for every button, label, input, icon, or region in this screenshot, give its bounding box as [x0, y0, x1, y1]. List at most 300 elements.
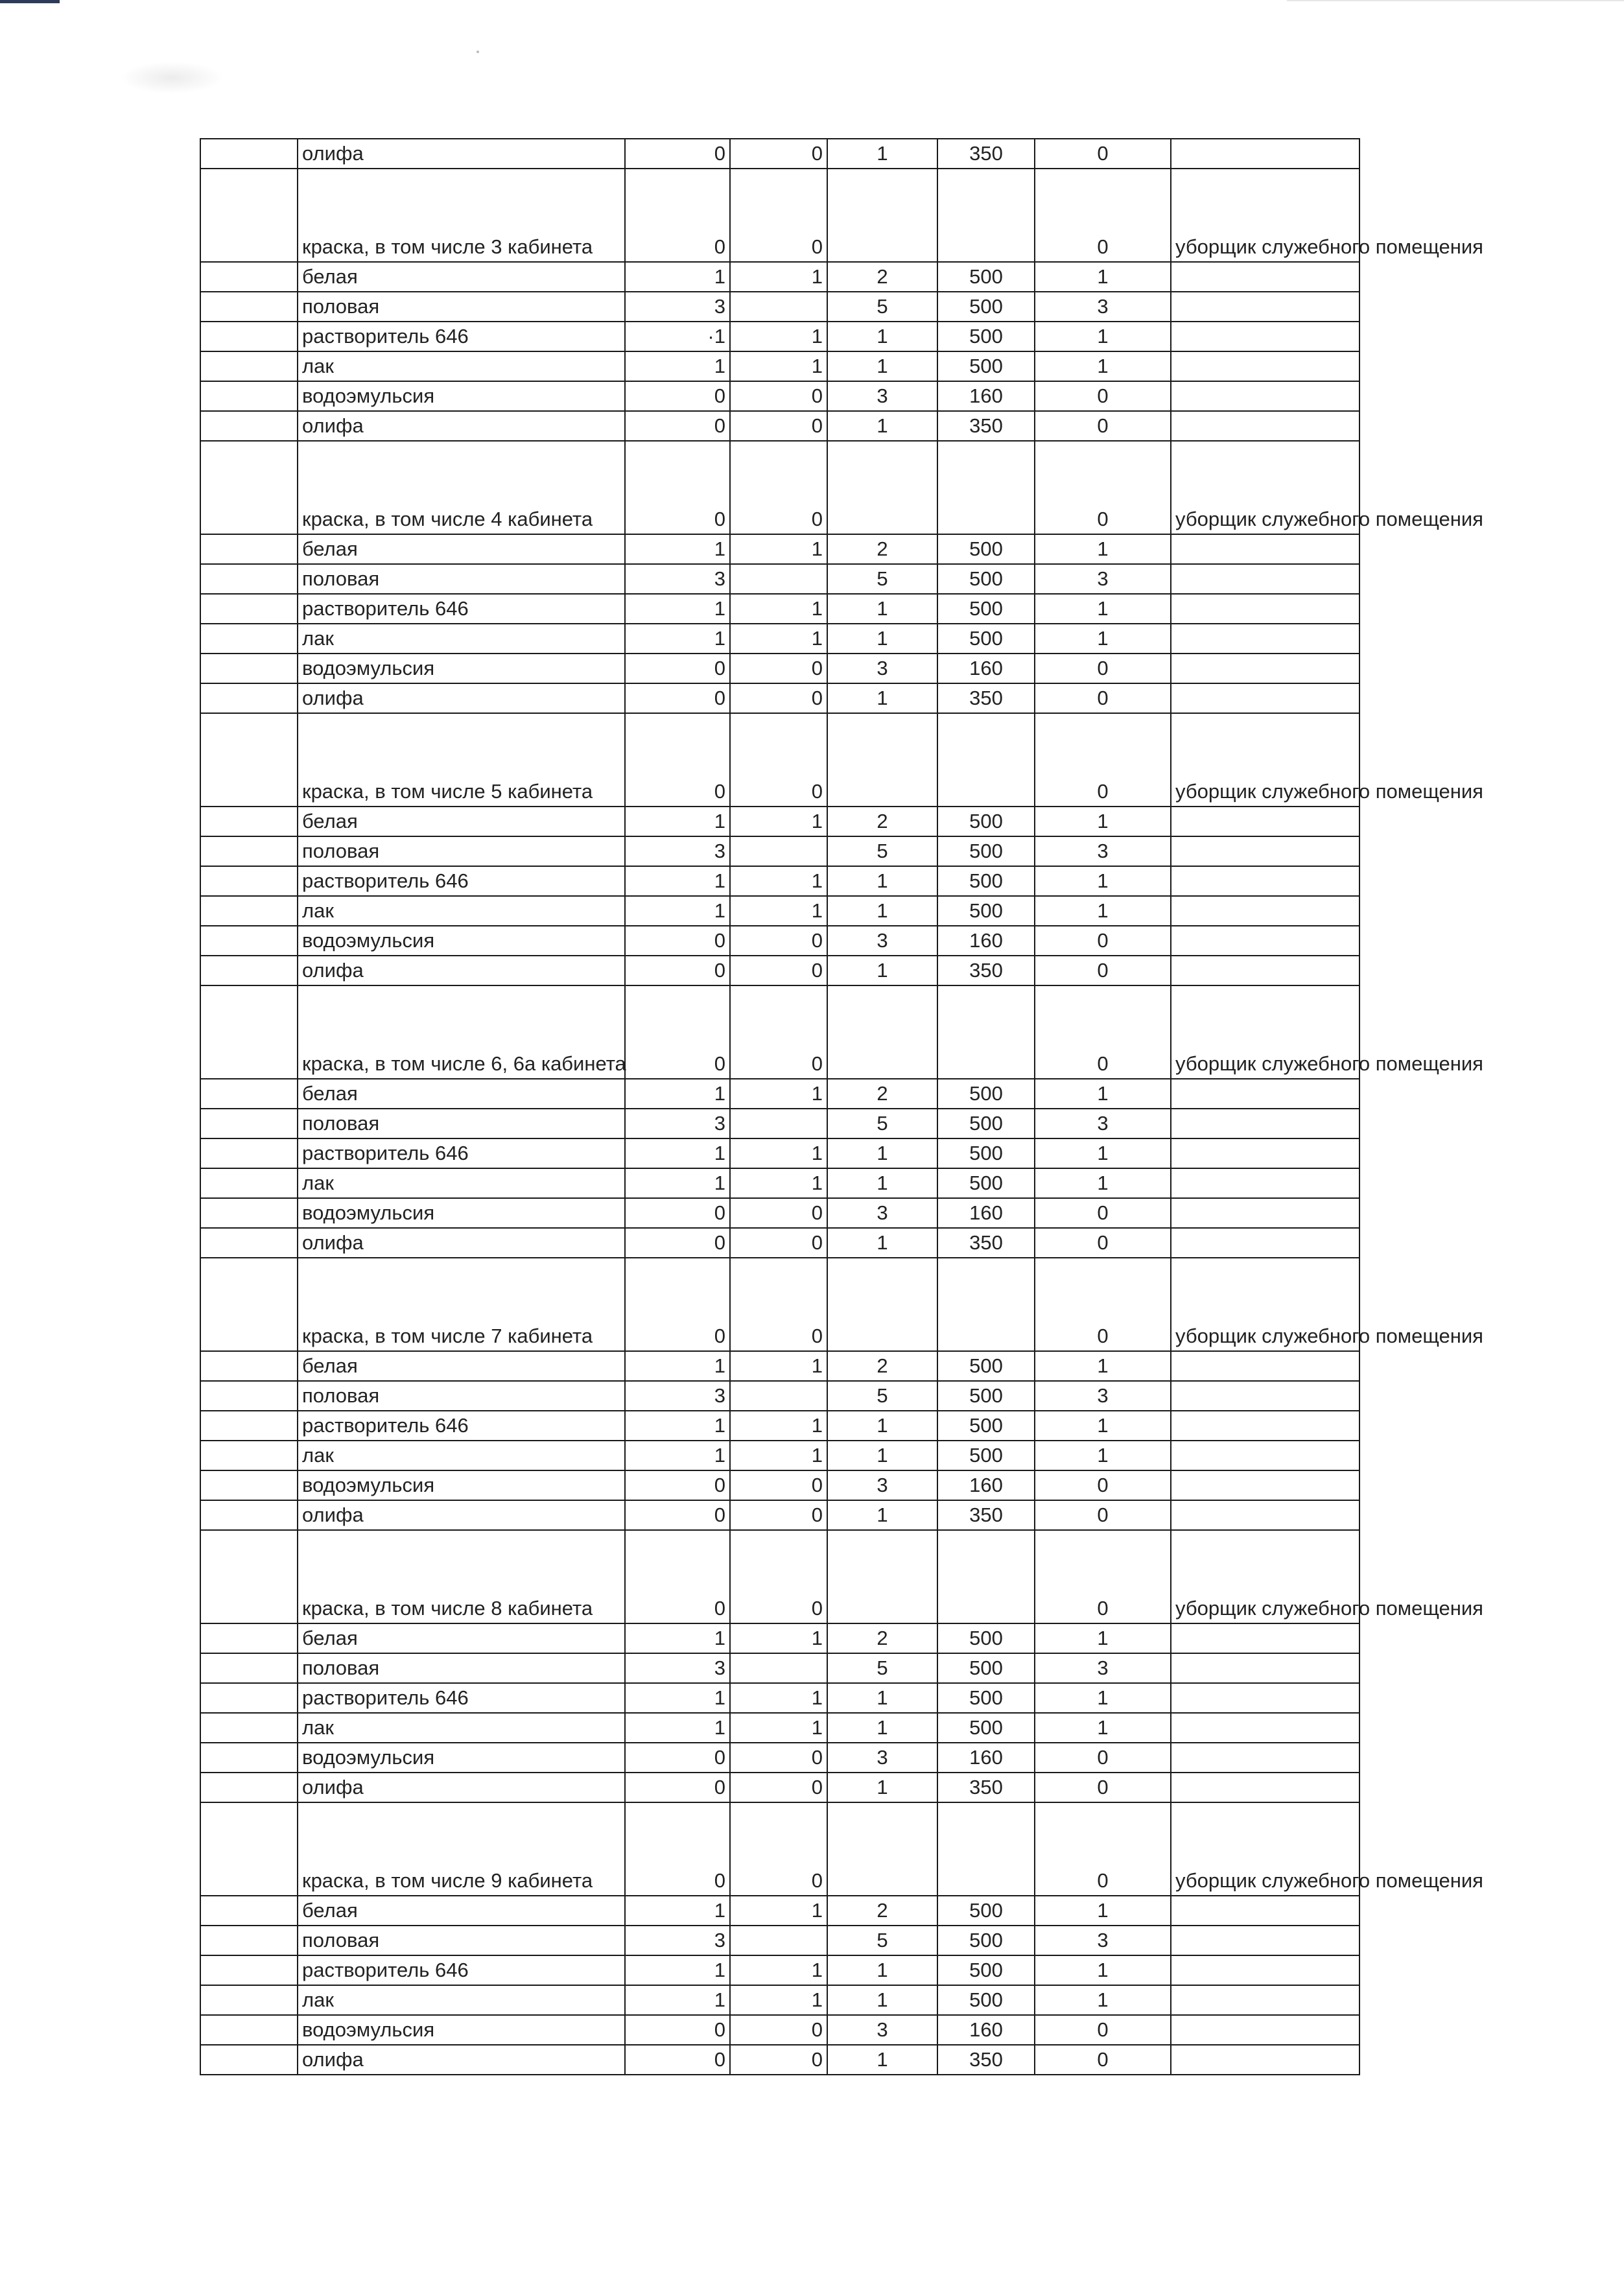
- table-row: [200, 866, 1359, 896]
- value-b-cell: 1: [730, 262, 827, 292]
- row-index-cell: [200, 1470, 298, 1500]
- material-name-cell: растворитель 646: [298, 322, 625, 351]
- price-cell: 160: [937, 381, 1035, 411]
- price-cell: 500: [937, 322, 1035, 351]
- value-a-cell: 1: [625, 1441, 730, 1470]
- value-b-cell: 1: [730, 351, 827, 381]
- responsible-cell: [1171, 807, 1359, 836]
- row-index-cell: [200, 262, 298, 292]
- value-a-cell: 0: [625, 1802, 730, 1896]
- value-c-cell: 1: [827, 1683, 937, 1713]
- row-index-cell: [200, 1198, 298, 1228]
- row-index-cell: [200, 985, 298, 1079]
- value-a-cell: 1: [625, 807, 730, 836]
- table-row: [200, 1411, 1359, 1441]
- price-cell: 500: [937, 1955, 1035, 1985]
- material-name-cell: растворитель 646: [298, 1955, 625, 1985]
- row-index-cell: [200, 1713, 298, 1743]
- responsible-cell: [1171, 2045, 1359, 2075]
- value-c-cell: 1: [827, 1773, 937, 1802]
- value-e-cell: 1: [1035, 866, 1171, 896]
- responsible-cell: уборщик служебного помещения: [1171, 713, 1359, 807]
- value-c-cell: 5: [827, 292, 937, 322]
- responsible-cell: [1171, 1470, 1359, 1500]
- value-e-cell: 3: [1035, 292, 1171, 322]
- row-index-cell: [200, 292, 298, 322]
- row-index-cell: [200, 351, 298, 381]
- responsible-cell: [1171, 411, 1359, 441]
- table-row: [200, 1079, 1359, 1109]
- material-name-cell: водоэмульсия: [298, 1743, 625, 1773]
- responsible-cell: [1171, 292, 1359, 322]
- table-row: [200, 1470, 1359, 1500]
- value-e-cell: 3: [1035, 1926, 1171, 1955]
- value-e-cell: 0: [1035, 683, 1171, 713]
- responsible-cell: [1171, 534, 1359, 564]
- row-index-cell: [200, 1743, 298, 1773]
- responsible-cell: [1171, 1138, 1359, 1168]
- responsible-cell: [1171, 1926, 1359, 1955]
- value-e-cell: 3: [1035, 1381, 1171, 1411]
- row-index-cell: [200, 1773, 298, 1802]
- value-a-cell: 1: [625, 1168, 730, 1198]
- table-row: [200, 594, 1359, 624]
- value-c-cell: 2: [827, 262, 937, 292]
- value-e-cell: 1: [1035, 896, 1171, 926]
- value-c-cell: 1: [827, 1138, 937, 1168]
- responsible-cell: [1171, 1713, 1359, 1743]
- responsible-cell: [1171, 322, 1359, 351]
- value-b-cell: 1: [730, 1351, 827, 1381]
- value-b-cell: 0: [730, 1228, 827, 1258]
- responsible-cell: [1171, 1079, 1359, 1109]
- value-c-cell: 1: [827, 866, 937, 896]
- table-section-header-row: [200, 985, 1359, 1079]
- material-name-cell: краска, в том числе 6, 6а кабинета: [298, 985, 625, 1079]
- row-index-cell: [200, 1500, 298, 1530]
- value-c-cell: 1: [827, 322, 937, 351]
- responsible-cell: [1171, 1228, 1359, 1258]
- material-name-cell: белая: [298, 262, 625, 292]
- price-cell: 500: [937, 807, 1035, 836]
- value-b-cell: 1: [730, 534, 827, 564]
- row-index-cell: [200, 836, 298, 866]
- row-index-cell: [200, 441, 298, 534]
- table-section-header-row: [200, 169, 1359, 262]
- value-a-cell: 1: [625, 1955, 730, 1985]
- responsible-cell: [1171, 1773, 1359, 1802]
- value-b-cell: 0: [730, 2015, 827, 2045]
- price-cell: 500: [937, 1109, 1035, 1138]
- material-name-cell: водоэмульсия: [298, 381, 625, 411]
- row-index-cell: [200, 624, 298, 654]
- table-row: [200, 836, 1359, 866]
- value-e-cell: 0: [1035, 2045, 1171, 2075]
- value-c-cell: 1: [827, 1955, 937, 1985]
- row-index-cell: [200, 534, 298, 564]
- value-a-cell: 1: [625, 1351, 730, 1381]
- value-a-cell: 1: [625, 1896, 730, 1926]
- table-section-header-row: [200, 1802, 1359, 1896]
- value-e-cell: 0: [1035, 1500, 1171, 1530]
- value-c-cell: 1: [827, 351, 937, 381]
- table-row: [200, 262, 1359, 292]
- value-e-cell: 0: [1035, 985, 1171, 1079]
- value-e-cell: 1: [1035, 322, 1171, 351]
- row-index-cell: [200, 1228, 298, 1258]
- price-cell: 160: [937, 654, 1035, 683]
- value-a-cell: 1: [625, 351, 730, 381]
- value-b-cell: 0: [730, 1773, 827, 1802]
- table-row: [200, 381, 1359, 411]
- value-e-cell: 0: [1035, 654, 1171, 683]
- price-cell: 160: [937, 1198, 1035, 1228]
- material-name-cell: лак: [298, 624, 625, 654]
- row-index-cell: [200, 564, 298, 594]
- table-section-header-row: [200, 1530, 1359, 1623]
- value-b-cell: 1: [730, 1441, 827, 1470]
- price-cell: 350: [937, 411, 1035, 441]
- table-row: [200, 351, 1359, 381]
- row-index-cell: [200, 807, 298, 836]
- price-cell: [937, 1802, 1035, 1896]
- responsible-cell: уборщик служебного помещения: [1171, 1802, 1359, 1896]
- value-b-cell: 1: [730, 896, 827, 926]
- value-c-cell: 3: [827, 1470, 937, 1500]
- value-b-cell: 1: [730, 1896, 827, 1926]
- value-e-cell: 0: [1035, 1228, 1171, 1258]
- price-cell: [937, 1258, 1035, 1351]
- price-cell: 350: [937, 139, 1035, 169]
- value-b-cell: 1: [730, 594, 827, 624]
- table-row: [200, 292, 1359, 322]
- price-cell: 500: [937, 1683, 1035, 1713]
- responsible-cell: [1171, 866, 1359, 896]
- row-index-cell: [200, 1802, 298, 1896]
- material-name-cell: лак: [298, 1168, 625, 1198]
- scan-edge-line: [1287, 0, 1624, 1]
- value-e-cell: 0: [1035, 1198, 1171, 1228]
- value-e-cell: 1: [1035, 1683, 1171, 1713]
- value-c-cell: 5: [827, 836, 937, 866]
- responsible-cell: уборщик служебного помещения: [1171, 1530, 1359, 1623]
- row-index-cell: [200, 1530, 298, 1623]
- value-e-cell: 0: [1035, 169, 1171, 262]
- table-row: [200, 1351, 1359, 1381]
- price-cell: 500: [937, 1351, 1035, 1381]
- value-b-cell: 0: [730, 139, 827, 169]
- value-b-cell: 1: [730, 322, 827, 351]
- row-index-cell: [200, 956, 298, 985]
- price-cell: 500: [937, 1985, 1035, 2015]
- row-index-cell: [200, 381, 298, 411]
- table-row: [200, 1138, 1359, 1168]
- price-cell: [937, 985, 1035, 1079]
- value-a-cell: 1: [625, 1683, 730, 1713]
- responsible-cell: [1171, 139, 1359, 169]
- value-c-cell: 2: [827, 1896, 937, 1926]
- value-b-cell: [730, 836, 827, 866]
- responsible-cell: [1171, 1351, 1359, 1381]
- responsible-cell: [1171, 836, 1359, 866]
- table-row: [200, 624, 1359, 654]
- responsible-cell: [1171, 926, 1359, 956]
- price-cell: 500: [937, 624, 1035, 654]
- value-c-cell: 1: [827, 956, 937, 985]
- value-e-cell: 1: [1035, 1985, 1171, 2015]
- value-c-cell: 5: [827, 1381, 937, 1411]
- value-a-cell: 3: [625, 1381, 730, 1411]
- value-a-cell: 3: [625, 1653, 730, 1683]
- value-c-cell: [827, 985, 937, 1079]
- value-b-cell: 1: [730, 1713, 827, 1743]
- value-a-cell: 0: [625, 1258, 730, 1351]
- price-cell: 160: [937, 1470, 1035, 1500]
- material-name-cell: олифа: [298, 1500, 625, 1530]
- responsible-cell: [1171, 564, 1359, 594]
- value-c-cell: 3: [827, 654, 937, 683]
- table-row: [200, 896, 1359, 926]
- row-index-cell: [200, 1168, 298, 1198]
- table-row: [200, 1985, 1359, 2015]
- material-name-cell: олифа: [298, 683, 625, 713]
- material-name-cell: олифа: [298, 956, 625, 985]
- price-cell: 160: [937, 926, 1035, 956]
- value-e-cell: 1: [1035, 1623, 1171, 1653]
- value-a-cell: 0: [625, 1500, 730, 1530]
- value-e-cell: 1: [1035, 1411, 1171, 1441]
- value-a-cell: 0: [625, 654, 730, 683]
- table-section-header-row: [200, 441, 1359, 534]
- material-name-cell: белая: [298, 1351, 625, 1381]
- row-index-cell: [200, 2015, 298, 2045]
- row-index-cell: [200, 411, 298, 441]
- material-name-cell: водоэмульсия: [298, 1470, 625, 1500]
- table-row: [200, 139, 1359, 169]
- value-a-cell: 1: [625, 594, 730, 624]
- value-b-cell: 1: [730, 1623, 827, 1653]
- row-index-cell: [200, 594, 298, 624]
- material-name-cell: белая: [298, 534, 625, 564]
- value-c-cell: 3: [827, 1198, 937, 1228]
- value-a-cell: 3: [625, 564, 730, 594]
- material-name-cell: водоэмульсия: [298, 1198, 625, 1228]
- value-c-cell: 1: [827, 896, 937, 926]
- table-row: [200, 683, 1359, 713]
- value-a-cell: 1: [625, 1713, 730, 1743]
- responsible-cell: [1171, 1955, 1359, 1985]
- table-row: [200, 654, 1359, 683]
- value-b-cell: 0: [730, 411, 827, 441]
- value-a-cell: 1: [625, 1138, 730, 1168]
- value-e-cell: 0: [1035, 1802, 1171, 1896]
- material-name-cell: олифа: [298, 1228, 625, 1258]
- responsible-cell: [1171, 896, 1359, 926]
- value-c-cell: 1: [827, 2045, 937, 2075]
- value-b-cell: 0: [730, 956, 827, 985]
- row-index-cell: [200, 1985, 298, 2015]
- table-row: [200, 322, 1359, 351]
- material-name-cell: лак: [298, 351, 625, 381]
- material-name-cell: краска, в том числе 5 кабинета: [298, 713, 625, 807]
- material-name-cell: белая: [298, 807, 625, 836]
- material-name-cell: половая: [298, 836, 625, 866]
- price-cell: 500: [937, 836, 1035, 866]
- value-e-cell: 1: [1035, 351, 1171, 381]
- material-name-cell: растворитель 646: [298, 866, 625, 896]
- price-cell: 500: [937, 564, 1035, 594]
- value-b-cell: 0: [730, 713, 827, 807]
- value-a-cell: 1: [625, 1411, 730, 1441]
- responsible-cell: [1171, 956, 1359, 985]
- value-e-cell: 0: [1035, 1470, 1171, 1500]
- price-cell: 500: [937, 1138, 1035, 1168]
- value-e-cell: 1: [1035, 1896, 1171, 1926]
- value-b-cell: 0: [730, 381, 827, 411]
- table-section-header-row: [200, 713, 1359, 807]
- table-row: [200, 1926, 1359, 1955]
- row-index-cell: [200, 1351, 298, 1381]
- value-a-cell: 0: [625, 1773, 730, 1802]
- value-e-cell: 0: [1035, 1258, 1171, 1351]
- value-b-cell: 0: [730, 1802, 827, 1896]
- table-row: [200, 926, 1359, 956]
- price-cell: 350: [937, 683, 1035, 713]
- row-index-cell: [200, 866, 298, 896]
- price-cell: 500: [937, 1653, 1035, 1683]
- responsible-cell: [1171, 1109, 1359, 1138]
- value-b-cell: 0: [730, 1530, 827, 1623]
- value-b-cell: [730, 1926, 827, 1955]
- value-e-cell: 0: [1035, 139, 1171, 169]
- value-b-cell: 0: [730, 441, 827, 534]
- table-row: [200, 1441, 1359, 1470]
- table-row: [200, 534, 1359, 564]
- material-name-cell: половая: [298, 1381, 625, 1411]
- responsible-cell: уборщик служебного помещения: [1171, 1258, 1359, 1351]
- price-cell: 500: [937, 351, 1035, 381]
- value-c-cell: 5: [827, 1653, 937, 1683]
- value-a-cell: 0: [625, 713, 730, 807]
- price-cell: 500: [937, 1411, 1035, 1441]
- value-a-cell: 0: [625, 381, 730, 411]
- value-b-cell: [730, 1381, 827, 1411]
- value-c-cell: [827, 1802, 937, 1896]
- material-name-cell: половая: [298, 1653, 625, 1683]
- value-e-cell: 1: [1035, 262, 1171, 292]
- value-c-cell: 5: [827, 564, 937, 594]
- value-b-cell: 0: [730, 1743, 827, 1773]
- row-index-cell: [200, 654, 298, 683]
- value-b-cell: 1: [730, 1683, 827, 1713]
- value-b-cell: 0: [730, 683, 827, 713]
- value-a-cell: 1: [625, 534, 730, 564]
- value-a-cell: 0: [625, 2015, 730, 2045]
- material-name-cell: половая: [298, 1109, 625, 1138]
- value-a-cell: 1: [625, 1079, 730, 1109]
- material-name-cell: олифа: [298, 2045, 625, 2075]
- table-row: [200, 1773, 1359, 1802]
- table-row: [200, 564, 1359, 594]
- value-b-cell: 1: [730, 1985, 827, 2015]
- price-cell: 160: [937, 1743, 1035, 1773]
- value-e-cell: 1: [1035, 534, 1171, 564]
- material-name-cell: белая: [298, 1079, 625, 1109]
- value-a-cell: 1: [625, 624, 730, 654]
- responsible-cell: [1171, 1500, 1359, 1530]
- price-cell: 350: [937, 1228, 1035, 1258]
- price-cell: 500: [937, 1168, 1035, 1198]
- value-c-cell: 1: [827, 139, 937, 169]
- responsible-cell: [1171, 1198, 1359, 1228]
- material-name-cell: лак: [298, 1441, 625, 1470]
- table-row: [200, 411, 1359, 441]
- responsible-cell: уборщик служебного помещения: [1171, 169, 1359, 262]
- value-a-cell: 1: [625, 1623, 730, 1653]
- value-e-cell: 0: [1035, 926, 1171, 956]
- price-cell: 500: [937, 1441, 1035, 1470]
- scan-edge-mark: [0, 0, 60, 3]
- value-e-cell: 1: [1035, 1079, 1171, 1109]
- row-index-cell: [200, 1683, 298, 1713]
- value-a-cell: 0: [625, 169, 730, 262]
- value-b-cell: 0: [730, 985, 827, 1079]
- value-b-cell: 1: [730, 1138, 827, 1168]
- value-c-cell: 2: [827, 534, 937, 564]
- value-c-cell: 3: [827, 2015, 937, 2045]
- scan-speck: [477, 51, 479, 53]
- value-a-cell: 0: [625, 1228, 730, 1258]
- value-a-cell: 3: [625, 1926, 730, 1955]
- responsible-cell: [1171, 1623, 1359, 1653]
- table-row: [200, 1896, 1359, 1926]
- material-name-cell: краска, в том числе 7 кабинета: [298, 1258, 625, 1351]
- material-name-cell: краска, в том числе 3 кабинета: [298, 169, 625, 262]
- value-c-cell: 1: [827, 594, 937, 624]
- value-e-cell: 1: [1035, 1713, 1171, 1743]
- responsible-cell: [1171, 1985, 1359, 2015]
- table-row: [200, 1381, 1359, 1411]
- table-row: [200, 1228, 1359, 1258]
- material-name-cell: водоэмульсия: [298, 926, 625, 956]
- material-name-cell: растворитель 646: [298, 1411, 625, 1441]
- value-a-cell: 1: [625, 866, 730, 896]
- value-b-cell: 1: [730, 866, 827, 896]
- materials-table-body: [200, 139, 1483, 2075]
- value-b-cell: 1: [730, 1955, 827, 1985]
- value-e-cell: 3: [1035, 1109, 1171, 1138]
- responsible-cell: уборщик служебного помещения: [1171, 441, 1359, 534]
- value-e-cell: 3: [1035, 836, 1171, 866]
- price-cell: 500: [937, 866, 1035, 896]
- row-index-cell: [200, 1079, 298, 1109]
- price-cell: 500: [937, 594, 1035, 624]
- value-b-cell: 0: [730, 1470, 827, 1500]
- material-name-cell: растворитель 646: [298, 594, 625, 624]
- value-c-cell: 3: [827, 1743, 937, 1773]
- table-row: [200, 1500, 1359, 1530]
- value-c-cell: [827, 441, 937, 534]
- value-c-cell: 2: [827, 1623, 937, 1653]
- value-e-cell: 1: [1035, 1441, 1171, 1470]
- material-name-cell: краска, в том числе 8 кабинета: [298, 1530, 625, 1623]
- value-e-cell: 3: [1035, 564, 1171, 594]
- value-e-cell: 0: [1035, 956, 1171, 985]
- value-b-cell: 0: [730, 2045, 827, 2075]
- material-name-cell: водоэмульсия: [298, 2015, 625, 2045]
- value-b-cell: 0: [730, 1198, 827, 1228]
- value-e-cell: 1: [1035, 1351, 1171, 1381]
